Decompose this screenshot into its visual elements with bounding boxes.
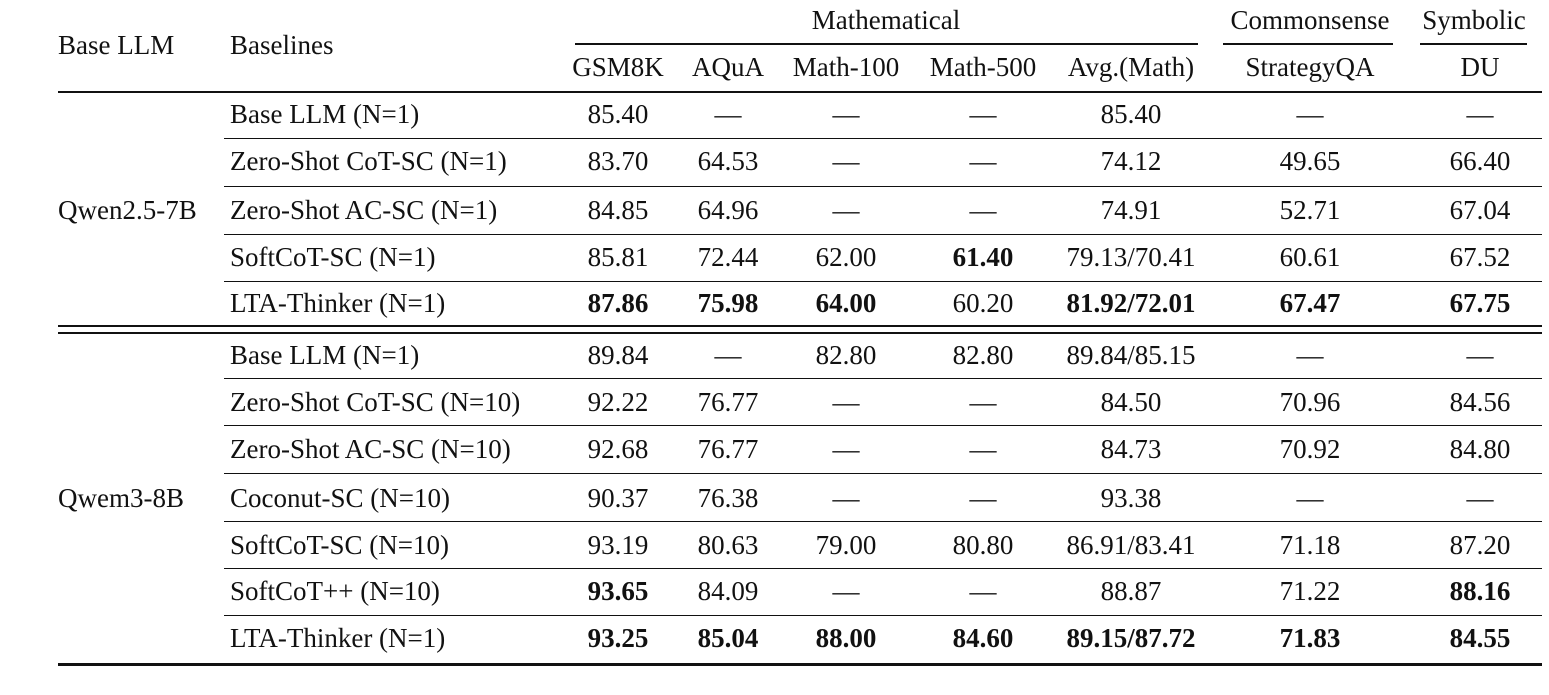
cell-avg-math: 86.91/83.41 (1066, 530, 1196, 560)
cell-aqua: 64.96 (697, 195, 759, 225)
cell-aqua: 76.77 (697, 434, 759, 464)
col-header-math500: Math-500 (929, 52, 1037, 82)
row-divider (224, 281, 1542, 282)
cell-avg-math: 84.50 (1100, 387, 1162, 417)
cell-math100: — (832, 576, 860, 606)
cell-du: 84.55 (1449, 623, 1511, 653)
cell-gsm8k: 87.86 (587, 288, 649, 318)
cell-gsm8k: 89.84 (587, 340, 649, 370)
row-divider (224, 138, 1542, 139)
cell-du: 87.20 (1449, 530, 1511, 560)
cell-aqua: 64.53 (697, 146, 759, 176)
row-divider (224, 521, 1542, 522)
cell-strategyqa: — (1296, 99, 1324, 129)
cell-math100: 82.80 (815, 340, 877, 370)
cell-strategyqa: 70.96 (1279, 387, 1341, 417)
cell-aqua: 72.44 (697, 242, 759, 272)
row-divider (224, 473, 1542, 474)
cell-math500: — (969, 387, 997, 417)
cell-du: — (1466, 340, 1494, 370)
cell-aqua: 76.38 (697, 483, 759, 513)
cell-avg-math: 81.92/72.01 (1066, 288, 1196, 318)
cell-strategyqa: 60.61 (1279, 242, 1341, 272)
group-rule-mathematical (575, 43, 1198, 45)
base-llm-label-qwen25: Qwen2.5-7B (58, 195, 197, 225)
row-baseline: LTA-Thinker (N=1) (230, 623, 446, 653)
cell-gsm8k: 84.85 (587, 195, 649, 225)
row-divider (224, 425, 1542, 426)
cell-math500: — (969, 99, 997, 129)
cell-strategyqa: — (1296, 340, 1324, 370)
row-baseline: Base LLM (N=1) (230, 340, 420, 370)
cell-math500: — (969, 146, 997, 176)
cell-gsm8k: 85.40 (587, 99, 649, 129)
cell-avg-math: 93.38 (1100, 483, 1162, 513)
cell-math500: — (969, 434, 997, 464)
group-rule-commonsense (1223, 43, 1393, 45)
header-bottom-rule (58, 91, 1542, 93)
cell-gsm8k: 93.65 (587, 576, 649, 606)
table-bottom-rule (58, 663, 1542, 666)
cell-gsm8k: 93.25 (587, 623, 649, 653)
row-divider (224, 186, 1542, 187)
row-divider (224, 234, 1542, 235)
col-header-strategyqa: StrategyQA (1245, 52, 1375, 82)
row-divider (224, 568, 1542, 569)
cell-strategyqa: 49.65 (1279, 146, 1341, 176)
cell-avg-math: 85.40 (1100, 99, 1162, 129)
cell-aqua: — (714, 340, 742, 370)
row-baseline: Zero-Shot AC-SC (N=1) (230, 195, 498, 225)
row-baseline: LTA-Thinker (N=1) (230, 288, 446, 318)
cell-du: — (1466, 483, 1494, 513)
cell-gsm8k: 92.22 (587, 387, 649, 417)
row-divider (224, 378, 1542, 379)
col-header-avg-math: Avg.(Math) (1067, 52, 1195, 82)
header-base-llm: Base LLM (58, 30, 175, 60)
cell-math100: 62.00 (815, 242, 877, 272)
row-baseline: Coconut-SC (N=10) (230, 483, 450, 513)
cell-avg-math: 74.91 (1100, 195, 1162, 225)
cell-math100: — (832, 434, 860, 464)
col-header-math100: Math-100 (792, 52, 900, 82)
cell-gsm8k: 85.81 (587, 242, 649, 272)
cell-aqua: 80.63 (697, 530, 759, 560)
cell-avg-math: 74.12 (1100, 146, 1162, 176)
cell-aqua: — (714, 99, 742, 129)
cell-math500: 82.80 (952, 340, 1014, 370)
cell-avg-math: 89.15/87.72 (1066, 623, 1196, 653)
cell-math100: — (832, 483, 860, 513)
cell-strategyqa: — (1296, 483, 1324, 513)
cell-math500: — (969, 195, 997, 225)
row-baseline: SoftCoT++ (N=10) (230, 576, 440, 606)
cell-strategyqa: 71.83 (1279, 623, 1341, 653)
cell-gsm8k: 93.19 (587, 530, 649, 560)
cell-math500: — (969, 576, 997, 606)
cell-gsm8k: 92.68 (587, 434, 649, 464)
header-group-mathematical: Mathematical (811, 5, 961, 35)
cell-gsm8k: 83.70 (587, 146, 649, 176)
cell-avg-math: 84.73 (1100, 434, 1162, 464)
col-header-aqua: AQuA (692, 52, 764, 82)
row-baseline: Zero-Shot CoT-SC (N=1) (230, 146, 507, 176)
cell-du: 84.56 (1449, 387, 1511, 417)
cell-gsm8k: 90.37 (587, 483, 649, 513)
cell-du: — (1466, 99, 1494, 129)
cell-math500: — (969, 483, 997, 513)
cell-du: 67.75 (1449, 288, 1511, 318)
col-header-gsm8k: GSM8K (572, 52, 664, 82)
row-baseline: Zero-Shot CoT-SC (N=10) (230, 387, 521, 417)
cell-aqua: 84.09 (697, 576, 759, 606)
cell-aqua: 85.04 (697, 623, 759, 653)
cell-math100: 79.00 (815, 530, 877, 560)
cell-aqua: 75.98 (697, 288, 759, 318)
section-separator-bottom (58, 332, 1542, 334)
cell-math100: — (832, 146, 860, 176)
cell-du: 84.80 (1449, 434, 1511, 464)
cell-du: 66.40 (1449, 146, 1511, 176)
col-header-du: DU (1460, 52, 1500, 82)
cell-strategyqa: 67.47 (1279, 288, 1341, 318)
cell-math500: 61.40 (952, 242, 1014, 272)
row-baseline: Zero-Shot AC-SC (N=10) (230, 434, 511, 464)
header-group-symbolic: Symbolic (1422, 5, 1526, 35)
cell-math500: 60.20 (952, 288, 1014, 318)
row-baseline: SoftCoT-SC (N=1) (230, 242, 436, 272)
header-baselines: Baselines (230, 30, 334, 60)
section-separator-top (58, 325, 1542, 327)
row-baseline: Base LLM (N=1) (230, 99, 420, 129)
cell-math100: 64.00 (815, 288, 877, 318)
row-divider (224, 615, 1542, 616)
cell-math100: 88.00 (815, 623, 877, 653)
header-group-commonsense: Commonsense (1230, 5, 1390, 35)
cell-strategyqa: 71.22 (1279, 576, 1341, 606)
cell-strategyqa: 71.18 (1279, 530, 1341, 560)
group-rule-symbolic (1420, 43, 1527, 45)
cell-avg-math: 89.84/85.15 (1066, 340, 1196, 370)
cell-avg-math: 79.13/70.41 (1066, 242, 1196, 272)
cell-du: 67.04 (1449, 195, 1511, 225)
cell-du: 88.16 (1449, 576, 1511, 606)
cell-avg-math: 88.87 (1100, 576, 1162, 606)
cell-aqua: 76.77 (697, 387, 759, 417)
row-baseline: SoftCoT-SC (N=10) (230, 530, 450, 560)
cell-math500: 84.60 (952, 623, 1014, 653)
base-llm-label-qwem3: Qwem3-8B (58, 483, 184, 513)
cell-du: 67.52 (1449, 242, 1511, 272)
cell-math100: — (832, 99, 860, 129)
cell-strategyqa: 70.92 (1279, 434, 1341, 464)
cell-math100: — (832, 195, 860, 225)
cell-math500: 80.80 (952, 530, 1014, 560)
cell-math100: — (832, 387, 860, 417)
cell-strategyqa: 52.71 (1279, 195, 1341, 225)
